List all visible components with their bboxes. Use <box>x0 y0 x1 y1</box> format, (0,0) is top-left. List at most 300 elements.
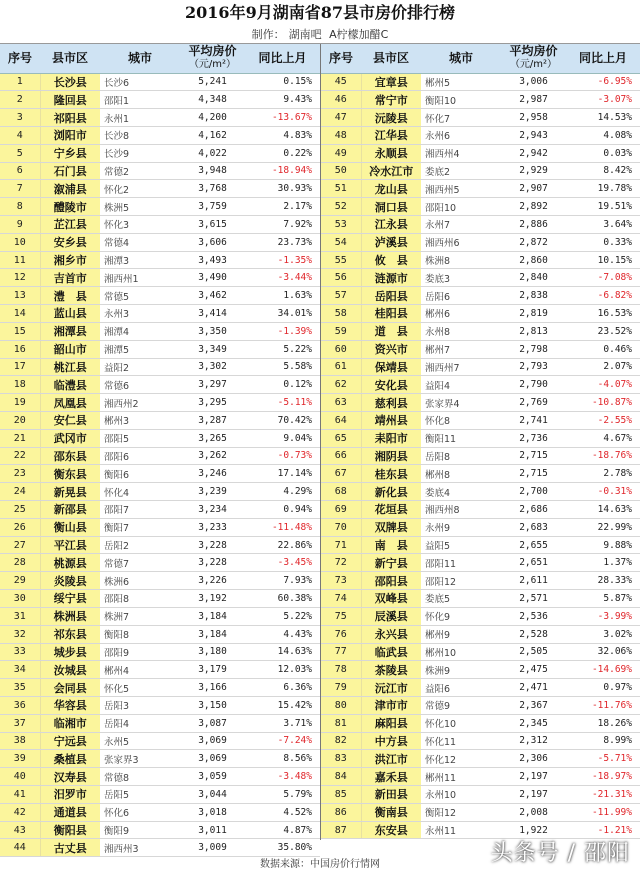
county-cell: 东安县 <box>361 821 421 839</box>
price-cell: 2,892 <box>501 198 566 216</box>
county-cell: 宜章县 <box>361 73 421 91</box>
county-cell: 双峰县 <box>361 590 421 608</box>
header-change: 同比上月 <box>245 44 320 73</box>
price-cell: 3,350 <box>180 322 245 340</box>
table-row <box>321 180 640 198</box>
price-cell: 2,958 <box>501 109 566 127</box>
change-cell: 3.71% <box>245 714 320 732</box>
rank-cell: 67 <box>321 465 361 483</box>
change-cell: -21.31% <box>566 786 640 804</box>
table-row <box>321 625 640 643</box>
county-cell: 桂东县 <box>361 465 421 483</box>
rank-cell: 57 <box>321 287 361 305</box>
table-row <box>0 144 320 162</box>
right-table-panel <box>320 44 640 840</box>
table-row <box>321 162 640 180</box>
header-county: 县市区 <box>40 44 100 73</box>
change-cell: 70.42% <box>245 411 320 429</box>
city-cell: 郴州3 <box>100 411 180 429</box>
change-cell: 0.97% <box>566 679 640 697</box>
county-cell: 永兴县 <box>361 625 421 643</box>
rank-cell: 79 <box>321 679 361 697</box>
city-cell: 衡阳10 <box>421 91 501 109</box>
rank-cell: 25 <box>0 501 40 519</box>
county-cell: 辰溪县 <box>361 607 421 625</box>
rank-cell: 77 <box>321 643 361 661</box>
change-cell: 1.37% <box>566 554 640 572</box>
table-row <box>0 536 320 554</box>
rank-cell: 7 <box>0 180 40 198</box>
price-cell: 3,462 <box>180 287 245 305</box>
city-cell: 郴州7 <box>421 340 501 358</box>
table-row <box>321 572 640 590</box>
table-row <box>0 518 320 536</box>
price-cell: 2,528 <box>501 625 566 643</box>
table-body-right <box>321 73 640 839</box>
change-cell: -5.11% <box>245 394 320 412</box>
table-header-row <box>321 44 640 73</box>
table-row <box>321 91 640 109</box>
table-row <box>0 322 320 340</box>
county-cell: 新宁县 <box>361 554 421 572</box>
city-cell: 永州5 <box>100 732 180 750</box>
rank-cell: 30 <box>0 590 40 608</box>
change-cell: 8.99% <box>566 732 640 750</box>
county-cell: 保靖县 <box>361 358 421 376</box>
rank-cell: 20 <box>0 411 40 429</box>
price-cell: 2,715 <box>501 465 566 483</box>
price-cell: 4,348 <box>180 91 245 109</box>
table-row <box>0 91 320 109</box>
city-cell: 株洲6 <box>100 572 180 590</box>
price-cell: 2,769 <box>501 394 566 412</box>
change-cell: 8.56% <box>245 750 320 768</box>
rank-cell: 82 <box>321 732 361 750</box>
change-cell: -11.76% <box>566 696 640 714</box>
table-row <box>0 625 320 643</box>
price-cell: 3,011 <box>180 821 245 839</box>
change-cell: 8.42% <box>566 162 640 180</box>
change-cell: 23.52% <box>566 322 640 340</box>
price-cell: 3,009 <box>180 839 245 857</box>
county-cell: 醴陵市 <box>40 198 100 216</box>
table-row <box>321 251 640 269</box>
county-cell: 汝城县 <box>40 661 100 679</box>
change-cell: 16.53% <box>566 305 640 323</box>
change-cell: 0.33% <box>566 233 640 251</box>
city-cell: 岳阳3 <box>100 696 180 714</box>
maker-part2: A柠檬加醋C <box>329 28 389 41</box>
header-price-unit: （元/m²） <box>509 59 558 71</box>
table-row <box>0 572 320 590</box>
rank-cell: 19 <box>0 394 40 412</box>
rank-cell: 46 <box>321 91 361 109</box>
county-cell: 宁远县 <box>40 732 100 750</box>
city-cell: 张家界4 <box>421 394 501 412</box>
city-cell: 湘潭5 <box>100 340 180 358</box>
rank-cell: 40 <box>0 768 40 786</box>
price-cell: 3,228 <box>180 554 245 572</box>
table-row <box>0 198 320 216</box>
city-cell: 娄底2 <box>421 162 501 180</box>
city-cell: 怀化10 <box>421 714 501 732</box>
table-row <box>0 643 320 661</box>
table-row <box>0 732 320 750</box>
price-cell: 3,493 <box>180 251 245 269</box>
change-cell: -4.07% <box>566 376 640 394</box>
city-cell: 邵阳1 <box>100 91 180 109</box>
price-cell: 3,287 <box>180 411 245 429</box>
city-cell: 湘西州4 <box>421 144 501 162</box>
table-row <box>0 821 320 839</box>
county-cell: 石门县 <box>40 162 100 180</box>
table-row <box>0 750 320 768</box>
city-cell: 常德7 <box>100 554 180 572</box>
price-cell: 3,228 <box>180 536 245 554</box>
table-row <box>321 394 640 412</box>
city-cell: 岳阳2 <box>100 536 180 554</box>
rank-cell: 71 <box>321 536 361 554</box>
change-cell: 2.17% <box>245 198 320 216</box>
city-cell: 长沙8 <box>100 126 180 144</box>
maker-label: 制作： <box>251 28 285 41</box>
table-row <box>0 411 320 429</box>
city-cell: 湘潭4 <box>100 322 180 340</box>
rank-cell: 2 <box>0 91 40 109</box>
change-cell: 18.26% <box>566 714 640 732</box>
city-cell: 岳阳5 <box>100 786 180 804</box>
county-cell: 桂阳县 <box>361 305 421 323</box>
change-cell: 9.88% <box>566 536 640 554</box>
change-cell: 34.01% <box>245 305 320 323</box>
price-cell: 3,246 <box>180 465 245 483</box>
city-cell: 益阳4 <box>421 376 501 394</box>
header-city: 城市 <box>100 44 180 73</box>
price-cell: 2,345 <box>501 714 566 732</box>
table-row <box>321 287 640 305</box>
change-cell: 0.03% <box>566 144 640 162</box>
change-cell: 4.87% <box>245 821 320 839</box>
table-row <box>321 696 640 714</box>
table-row <box>0 109 320 127</box>
city-cell: 永州8 <box>421 322 501 340</box>
rank-cell: 11 <box>0 251 40 269</box>
county-cell: 邵阳县 <box>361 572 421 590</box>
change-cell: 9.43% <box>245 91 320 109</box>
header-price-label: 平均房价 <box>188 44 237 59</box>
county-cell: 新晃县 <box>40 483 100 501</box>
price-cell: 3,044 <box>180 786 245 804</box>
price-cell: 3,184 <box>180 607 245 625</box>
table-row <box>321 786 640 804</box>
county-cell: 安仁县 <box>40 411 100 429</box>
price-cell: 2,860 <box>501 251 566 269</box>
table-row <box>0 376 320 394</box>
table-row <box>0 394 320 412</box>
county-cell: 武冈市 <box>40 429 100 447</box>
table-row <box>0 269 320 287</box>
city-cell: 常德2 <box>100 162 180 180</box>
city-cell: 湘西州3 <box>100 839 180 857</box>
city-cell: 衡阳12 <box>421 803 501 821</box>
change-cell: 23.73% <box>245 233 320 251</box>
rank-cell: 38 <box>0 732 40 750</box>
city-cell: 永州7 <box>421 216 501 234</box>
rank-cell: 44 <box>0 839 40 857</box>
table-row <box>0 287 320 305</box>
county-cell: 桑植县 <box>40 750 100 768</box>
rank-cell: 28 <box>0 554 40 572</box>
price-cell: 2,197 <box>501 768 566 786</box>
city-cell: 娄底5 <box>421 590 501 608</box>
city-cell: 郴州8 <box>421 465 501 483</box>
city-cell: 永州6 <box>421 126 501 144</box>
change-cell: 3.64% <box>566 216 640 234</box>
table-row <box>0 768 320 786</box>
table-row <box>321 465 640 483</box>
county-cell: 嘉禾县 <box>361 768 421 786</box>
header-no: 序号 <box>321 44 361 73</box>
table-row <box>0 803 320 821</box>
county-cell: 汉寿县 <box>40 768 100 786</box>
price-cell: 3,606 <box>180 233 245 251</box>
price-cell: 2,611 <box>501 572 566 590</box>
table-row <box>321 803 640 821</box>
table-row <box>0 554 320 572</box>
county-cell: 澧 县 <box>40 287 100 305</box>
county-cell: 江永县 <box>361 216 421 234</box>
city-cell: 衡阳6 <box>100 465 180 483</box>
change-cell: 5.22% <box>245 340 320 358</box>
rank-cell: 24 <box>0 483 40 501</box>
table-row <box>0 679 320 697</box>
price-cell: 5,241 <box>180 73 245 91</box>
table-row <box>0 714 320 732</box>
county-cell: 衡山县 <box>40 518 100 536</box>
table-row <box>0 483 320 501</box>
city-cell: 永州10 <box>421 786 501 804</box>
table-row <box>0 839 320 857</box>
header-change: 同比上月 <box>566 44 640 73</box>
change-cell: 7.93% <box>245 572 320 590</box>
table-row <box>0 73 320 91</box>
rank-cell: 45 <box>321 73 361 91</box>
price-cell: 3,006 <box>501 73 566 91</box>
city-cell: 郴州11 <box>421 768 501 786</box>
rank-cell: 17 <box>0 358 40 376</box>
change-cell: 0.94% <box>245 501 320 519</box>
city-cell: 长沙6 <box>100 73 180 91</box>
change-cell: -2.55% <box>566 411 640 429</box>
rank-cell: 26 <box>0 518 40 536</box>
change-cell: 10.15% <box>566 251 640 269</box>
city-cell: 邵阳11 <box>421 554 501 572</box>
county-cell: 龙山县 <box>361 180 421 198</box>
change-cell: 17.14% <box>245 465 320 483</box>
city-cell: 怀化3 <box>100 216 180 234</box>
watermark: 头条号 / 邵阳 <box>490 841 630 866</box>
table-row <box>0 786 320 804</box>
price-cell: 2,700 <box>501 483 566 501</box>
price-cell: 3,262 <box>180 447 245 465</box>
city-cell: 郴州4 <box>100 661 180 679</box>
header-no: 序号 <box>0 44 40 73</box>
price-cell: 3,192 <box>180 590 245 608</box>
city-cell: 岳阳6 <box>421 287 501 305</box>
table-row <box>321 661 640 679</box>
rank-cell: 34 <box>0 661 40 679</box>
maker-line <box>0 26 640 43</box>
table-row <box>321 750 640 768</box>
rank-cell: 49 <box>321 144 361 162</box>
rank-cell: 84 <box>321 768 361 786</box>
county-cell: 溆浦县 <box>40 180 100 198</box>
price-cell: 3,166 <box>180 679 245 697</box>
table-row <box>0 465 320 483</box>
county-cell: 祁东县 <box>40 625 100 643</box>
change-cell: -7.24% <box>245 732 320 750</box>
city-cell: 湘西州2 <box>100 394 180 412</box>
city-cell: 株洲5 <box>100 198 180 216</box>
price-cell: 3,295 <box>180 394 245 412</box>
table-row <box>0 126 320 144</box>
county-cell: 宁乡县 <box>40 144 100 162</box>
county-cell: 涟源市 <box>361 269 421 287</box>
county-cell: 洪江市 <box>361 750 421 768</box>
header-county: 县市区 <box>361 44 421 73</box>
county-cell: 长沙县 <box>40 73 100 91</box>
city-cell: 衡阳8 <box>100 625 180 643</box>
rank-cell: 68 <box>321 483 361 501</box>
change-cell: 5.58% <box>245 358 320 376</box>
price-cell: 2,840 <box>501 269 566 287</box>
rank-cell: 23 <box>0 465 40 483</box>
county-cell: 安化县 <box>361 376 421 394</box>
county-cell: 临澧县 <box>40 376 100 394</box>
rank-cell: 64 <box>321 411 361 429</box>
city-cell: 邵阳12 <box>421 572 501 590</box>
change-cell: -6.82% <box>566 287 640 305</box>
price-cell: 2,536 <box>501 607 566 625</box>
header-price <box>501 44 566 73</box>
price-cell: 3,265 <box>180 429 245 447</box>
change-cell: -11.48% <box>245 518 320 536</box>
price-cell: 2,929 <box>501 162 566 180</box>
change-cell: 4.43% <box>245 625 320 643</box>
rank-cell: 54 <box>321 233 361 251</box>
change-cell: -18.97% <box>566 768 640 786</box>
city-cell: 常德4 <box>100 233 180 251</box>
table-row <box>0 180 320 198</box>
city-cell: 邵阳6 <box>100 447 180 465</box>
change-cell: 5.87% <box>566 590 640 608</box>
left-table-panel <box>0 44 320 855</box>
header-price-unit: （元/m²） <box>188 59 237 71</box>
rank-cell: 69 <box>321 501 361 519</box>
change-cell: 1.63% <box>245 287 320 305</box>
rank-cell: 53 <box>321 216 361 234</box>
city-cell: 永州9 <box>421 518 501 536</box>
city-cell: 益阳2 <box>100 358 180 376</box>
rank-cell: 47 <box>321 109 361 127</box>
change-cell: -7.08% <box>566 269 640 287</box>
price-cell: 3,226 <box>180 572 245 590</box>
change-cell: -3.48% <box>245 768 320 786</box>
change-cell: -1.21% <box>566 821 640 839</box>
rank-cell: 18 <box>0 376 40 394</box>
city-cell: 湘西州1 <box>100 269 180 287</box>
city-cell: 湘西州8 <box>421 501 501 519</box>
city-cell: 怀化4 <box>100 483 180 501</box>
price-cell: 3,490 <box>180 269 245 287</box>
change-cell: 22.86% <box>245 536 320 554</box>
city-cell: 邵阳7 <box>100 501 180 519</box>
city-cell: 怀化9 <box>421 607 501 625</box>
change-cell: 4.29% <box>245 483 320 501</box>
price-cell: 4,162 <box>180 126 245 144</box>
price-cell: 2,686 <box>501 501 566 519</box>
price-cell: 3,233 <box>180 518 245 536</box>
rank-cell: 61 <box>321 358 361 376</box>
change-cell: -18.76% <box>566 447 640 465</box>
rank-cell: 37 <box>0 714 40 732</box>
city-cell: 娄底3 <box>421 269 501 287</box>
change-cell: 30.93% <box>245 180 320 198</box>
price-cell: 2,683 <box>501 518 566 536</box>
rank-cell: 59 <box>321 322 361 340</box>
rank-cell: 13 <box>0 287 40 305</box>
table-row <box>321 216 640 234</box>
table-row <box>321 607 640 625</box>
ranking-table-left <box>0 44 320 857</box>
change-cell: -10.87% <box>566 394 640 412</box>
price-cell: 2,819 <box>501 305 566 323</box>
city-cell: 岳阳8 <box>421 447 501 465</box>
price-cell: 2,838 <box>501 287 566 305</box>
city-cell: 怀化8 <box>421 411 501 429</box>
price-cell: 3,234 <box>180 501 245 519</box>
table-row <box>321 732 640 750</box>
county-cell: 临湘市 <box>40 714 100 732</box>
table-row <box>321 447 640 465</box>
price-cell: 2,475 <box>501 661 566 679</box>
table-row <box>321 411 640 429</box>
city-cell: 邵阳10 <box>421 198 501 216</box>
city-cell: 郴州10 <box>421 643 501 661</box>
county-cell: 常宁市 <box>361 91 421 109</box>
rank-cell: 62 <box>321 376 361 394</box>
city-cell: 永州3 <box>100 305 180 323</box>
change-cell: -18.94% <box>245 162 320 180</box>
rank-cell: 70 <box>321 518 361 536</box>
price-cell: 2,793 <box>501 358 566 376</box>
change-cell: 12.03% <box>245 661 320 679</box>
header-price-label: 平均房价 <box>509 44 558 59</box>
header-price <box>180 44 245 73</box>
county-cell: 湘潭县 <box>40 322 100 340</box>
rank-cell: 10 <box>0 233 40 251</box>
city-cell: 邵阳5 <box>100 429 180 447</box>
table-row <box>0 429 320 447</box>
city-cell: 常德5 <box>100 287 180 305</box>
county-cell: 沅江市 <box>361 679 421 697</box>
county-cell: 冷水江市 <box>361 162 421 180</box>
price-cell: 2,571 <box>501 590 566 608</box>
county-cell: 株洲县 <box>40 607 100 625</box>
rank-cell: 5 <box>0 144 40 162</box>
county-cell: 津市市 <box>361 696 421 714</box>
table-row <box>321 643 640 661</box>
